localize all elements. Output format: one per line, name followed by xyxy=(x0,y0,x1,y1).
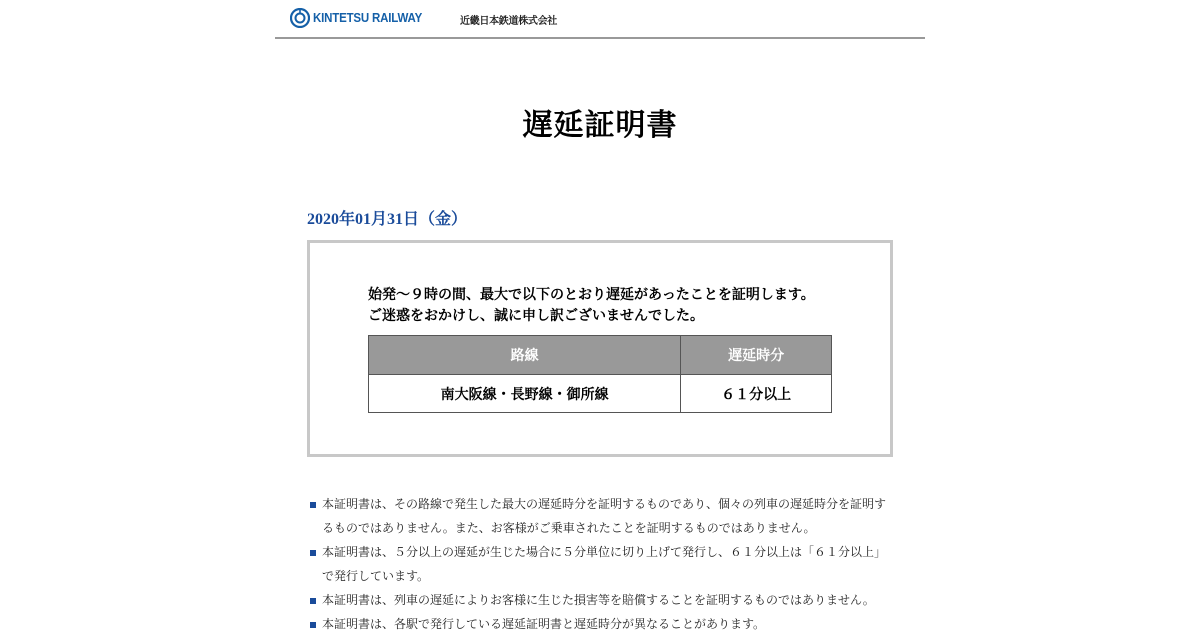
logo-text: KINTETSU RAILWAY xyxy=(313,11,423,25)
certificate-box xyxy=(307,240,893,457)
kintetsu-logo[interactable] xyxy=(290,8,432,28)
company-name: 近畿日本鉄道株式会社 xyxy=(460,16,557,27)
list-item xyxy=(307,588,897,612)
delay-table xyxy=(368,335,832,413)
cell-line-name: 南大阪線・長野線・御所線 xyxy=(369,375,681,413)
header-delay-time: 遅延時分 xyxy=(681,336,832,375)
kintetsu-logo-icon xyxy=(290,8,310,28)
note-text: 本証明書は、その路線で発生した最大の遅延時分を証明するものであり、個々の列車の遅延時分を証明するものではありません。また、お客様がご乗車されたことを証明するものではありません。 xyxy=(322,497,887,535)
list-item xyxy=(307,492,897,540)
header-line: 路線 xyxy=(369,336,681,375)
list-item xyxy=(307,612,897,630)
square-bullet-icon xyxy=(310,502,316,508)
notes-list xyxy=(307,492,897,630)
square-bullet-icon xyxy=(310,598,316,604)
note-text: 本証明書は、列車の遅延によりお客様に生じた損害等を賠償することを証明するものではありません。 xyxy=(322,593,875,607)
message-line-1: 始発～９時の間、最大で以下のとおり遅延があったことを証明します。 xyxy=(368,287,815,303)
table-row xyxy=(369,375,832,413)
certificate-date: 2020年01月31日（金） xyxy=(307,211,468,228)
certificate-message xyxy=(368,285,815,327)
square-bullet-icon xyxy=(310,550,316,556)
cell-delay-time: ６１分以上 xyxy=(681,375,832,413)
note-text: 本証明書は、５分以上の遅延が生じた場合に５分単位に切り上げて発行し、６１分以上は「６１分以上」で発行しています。 xyxy=(322,545,887,583)
page xyxy=(275,0,925,630)
message-line-2: ご迷惑をおかけし、誠に申し訳ございませんでした。 xyxy=(368,308,704,324)
note-text: 本証明書は、各駅で発行している遅延証明書と遅延時分が異なることがあります。 xyxy=(322,617,766,630)
list-item xyxy=(307,540,897,588)
page-title: 遅延証明書 xyxy=(522,108,678,143)
table-header-row xyxy=(369,336,832,375)
site-header xyxy=(275,0,925,39)
square-bullet-icon xyxy=(310,622,316,628)
